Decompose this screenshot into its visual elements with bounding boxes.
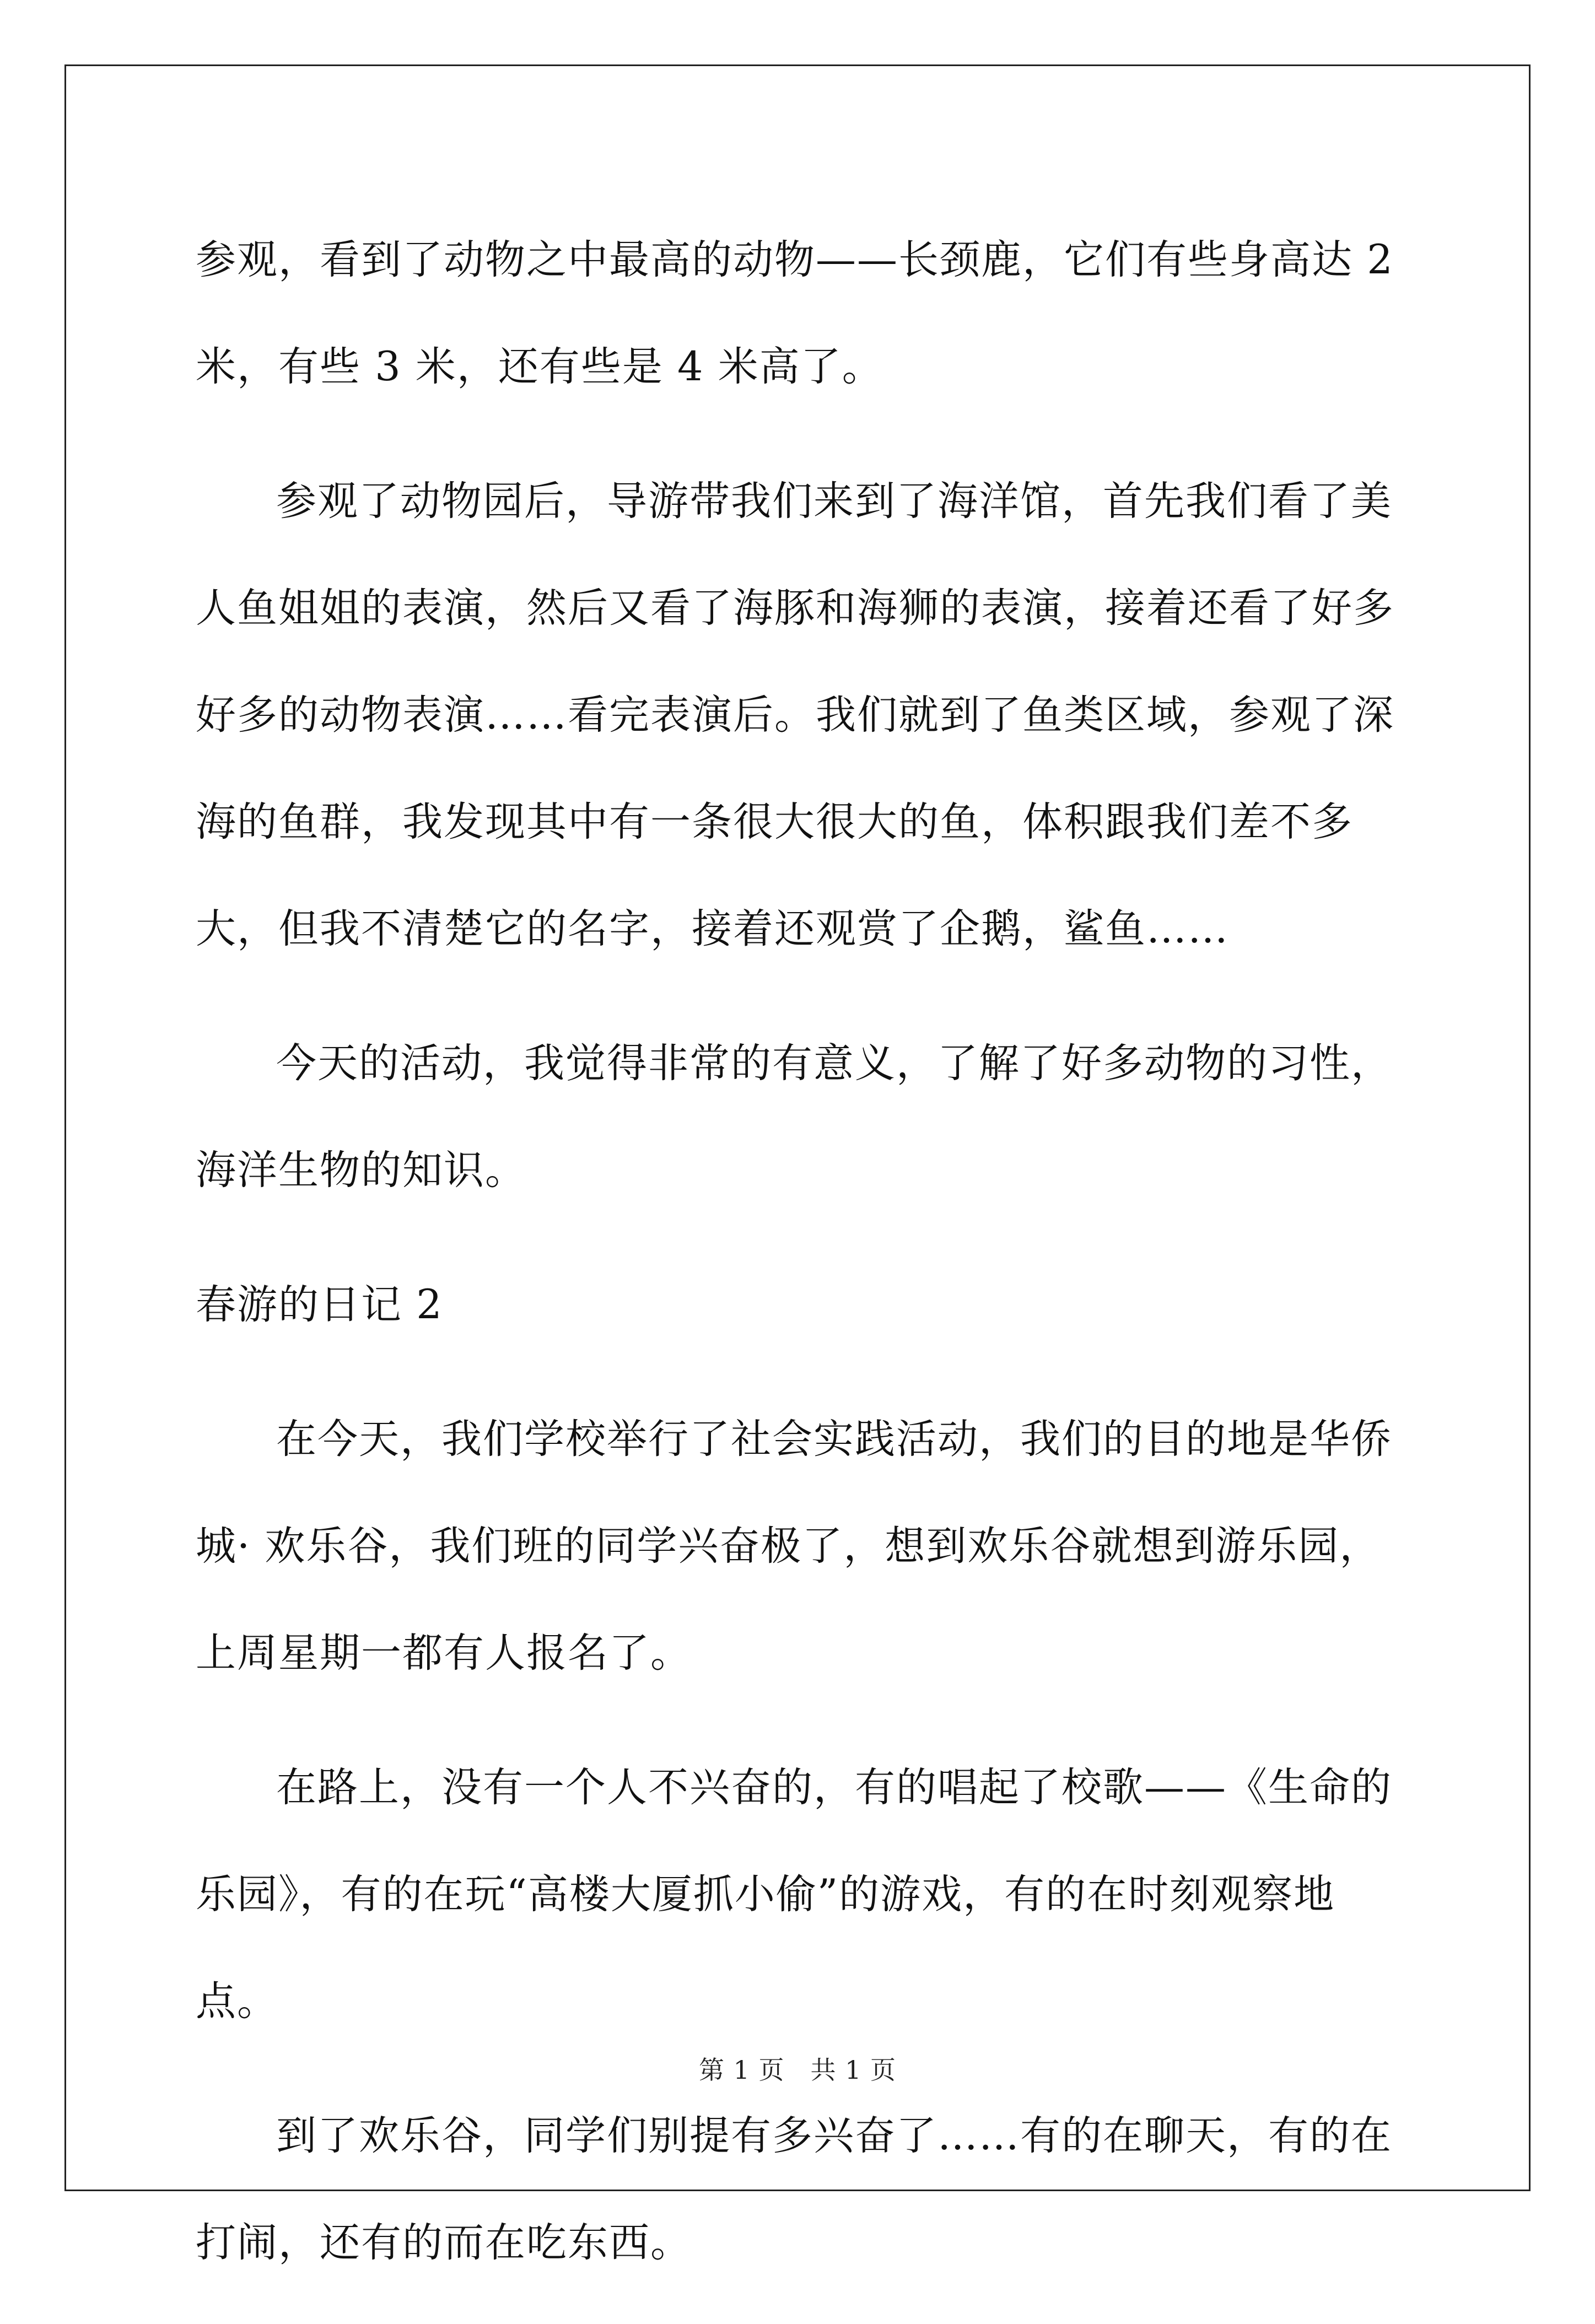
page-footer: 第 1 页 共 1 页 [698, 2055, 897, 2085]
document-body [196, 207, 1411, 2324]
paragraph-on-road: 在路上，没有一个人不兴奋的，有的唱起了校歌——《生命的乐园》，有的在玩“高楼大厦抓小偷”的游戏，有的在时刻观察地点。 [196, 1764, 1392, 2025]
paragraph-arrival: 到了欢乐谷，同学们别提有多兴奋了……有的在聊天，有的在打闹，还有的而在吃东西。 [196, 2112, 1392, 2266]
paragraph-aquarium: 参观了动物园后，导游带我们来到了海洋馆，首先我们看了美人鱼姐姐的表演，然后又看了海豚和海狮的表演，接着还看了好多好多的动物表演……看完表演后。我们就到了鱼类区域，参观了深海的鱼群，我发现其中有一条很大很大的鱼，体积跟我们差不多大，但我不清楚它的名字，接着还观赏了企鹅，鲨鱼…… [196, 478, 1394, 952]
paragraph-continuation: 参观，看到了动物之中最高的动物——长颈鹿，它们有些身高达 2 米，有些 3 米，还有些是 4 米高了。 [196, 236, 1394, 390]
paragraph-conclusion: 今天的活动，我觉得非常的有意义，了解了好多动物的习性，海洋生物的知识。 [196, 1040, 1392, 1194]
diary-heading: 春游的日记 2 [196, 1281, 443, 1328]
paragraph-trip-intro: 在今天，我们学校举行了社会实践活动，我们的目的地是华侨城· 欢乐谷，我们班的同学兴奋极了，想到欢乐谷就想到游乐园，上周星期一都有人报名了。 [196, 1416, 1392, 1676]
